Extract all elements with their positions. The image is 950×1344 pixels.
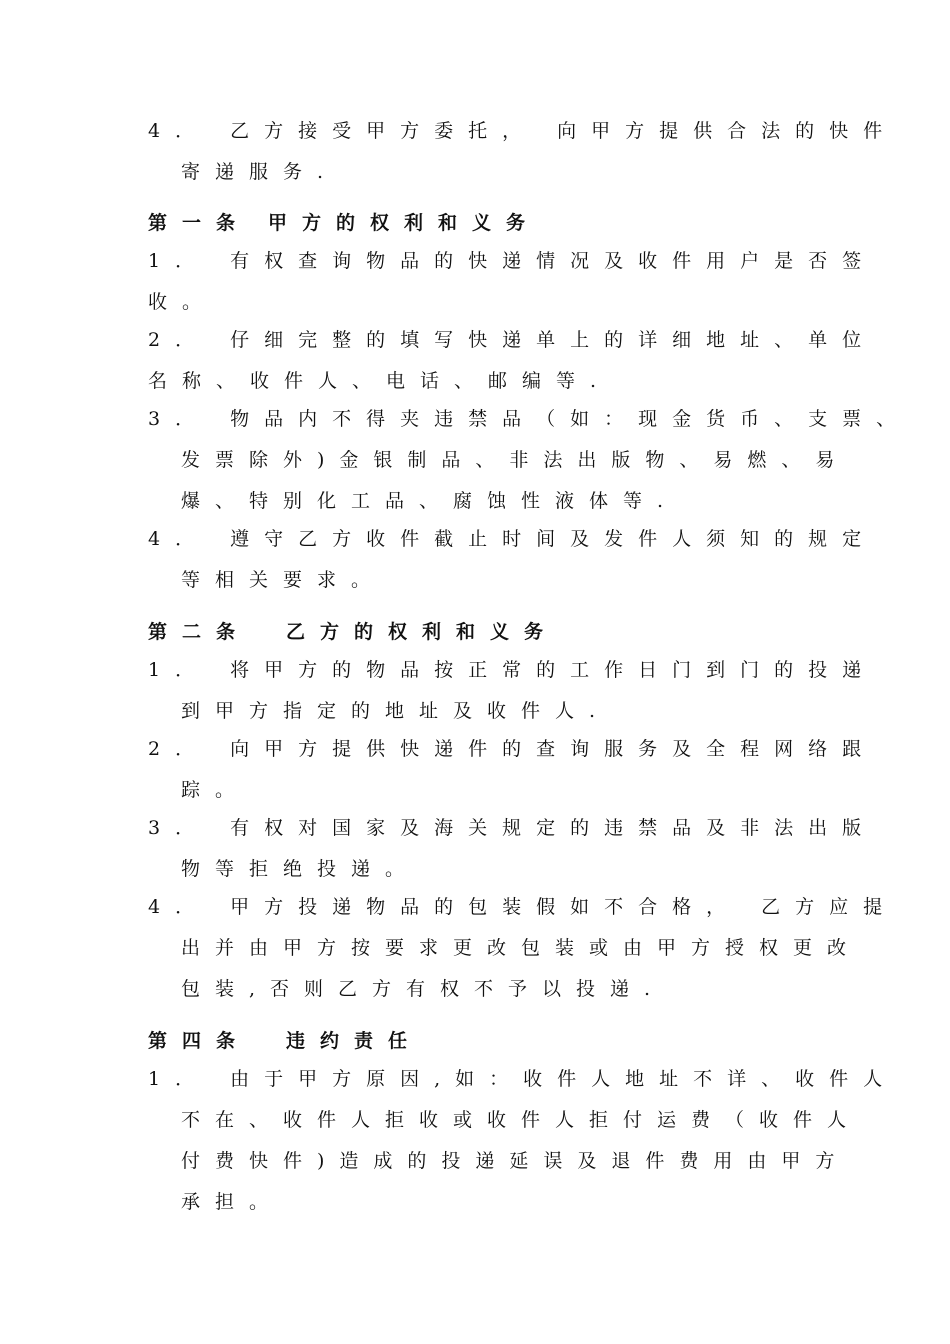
article-2-line-2: 到甲方指定的地址及收件人. xyxy=(181,700,611,722)
article-1-label: 第一条 xyxy=(148,212,251,234)
article-1-heading xyxy=(148,211,540,235)
article-4-heading xyxy=(148,1029,422,1053)
article-1-title: 甲方的权利和义务 xyxy=(268,212,541,234)
article-2-line-7: 4． 甲方投递物品的包装假如不合格， 乙方应提 xyxy=(148,896,898,918)
article-4-line-3: 付费快件)造成的投递延误及退件费用由甲方 xyxy=(181,1150,850,1172)
preamble-line-1: 4． 乙方接受甲方委托， 向甲方提供合法的快件 xyxy=(148,120,898,142)
article-2-line-8: 出并由甲方按要求更改包装或由甲方授权更改 xyxy=(181,937,862,959)
article-1-line-3: 2． 仔细完整的填写快递单上的详细地址、单位 xyxy=(148,329,877,351)
preamble-line-2: 寄递服务. xyxy=(181,161,339,183)
article-1-line-9: 等相关要求。 xyxy=(181,569,386,591)
article-4-label: 第四条 xyxy=(148,1030,251,1052)
article-1-line-8: 4． 遵守乙方收件截止时间及发件人须知的规定 xyxy=(148,528,877,550)
article-2-title: 乙方的权利和义务 xyxy=(286,621,559,643)
article-1-line-6: 发票除外)金银制品、非法出版物、易燃、易 xyxy=(181,449,850,471)
article-1-line-5: 3． 物品内不得夹违禁品（如：现金货币、支票、 xyxy=(148,408,911,430)
article-1-line-1: 1． 有权查询物品的快递情况及收件用户是否签 xyxy=(148,250,877,272)
article-2-line-1: 1． 将甲方的物品按正常的工作日门到门的投递 xyxy=(148,659,877,681)
article-4-line-1: 1． 由于甲方原因,如：收件人地址不详、收件人 xyxy=(148,1068,898,1090)
article-2-label: 第二条 xyxy=(148,621,251,643)
article-4-line-4: 承担。 xyxy=(181,1191,284,1213)
article-1-line-7: 爆、特别化工品、腐蚀性液体等. xyxy=(181,490,679,512)
article-4-line-2: 不在、收件人拒收或收件人拒付运费（收件人 xyxy=(181,1109,862,1131)
article-2-line-6: 物等拒绝投递。 xyxy=(181,858,420,880)
article-4-title: 违约责任 xyxy=(286,1030,423,1052)
article-2-line-9: 包装,否则乙方有权不予以投递. xyxy=(181,978,666,1000)
article-2-heading xyxy=(148,620,558,644)
article-2-line-4: 踪。 xyxy=(181,779,250,801)
article-2-line-3: 2． 向甲方提供快递件的查询服务及全程网络跟 xyxy=(148,738,877,760)
article-1-line-2: 收。 xyxy=(148,291,217,313)
article-2-line-5: 3． 有权对国家及海关规定的违禁品及非法出版 xyxy=(148,817,877,839)
article-1-line-4: 名称、收件人、电话、邮编等. xyxy=(148,370,612,392)
